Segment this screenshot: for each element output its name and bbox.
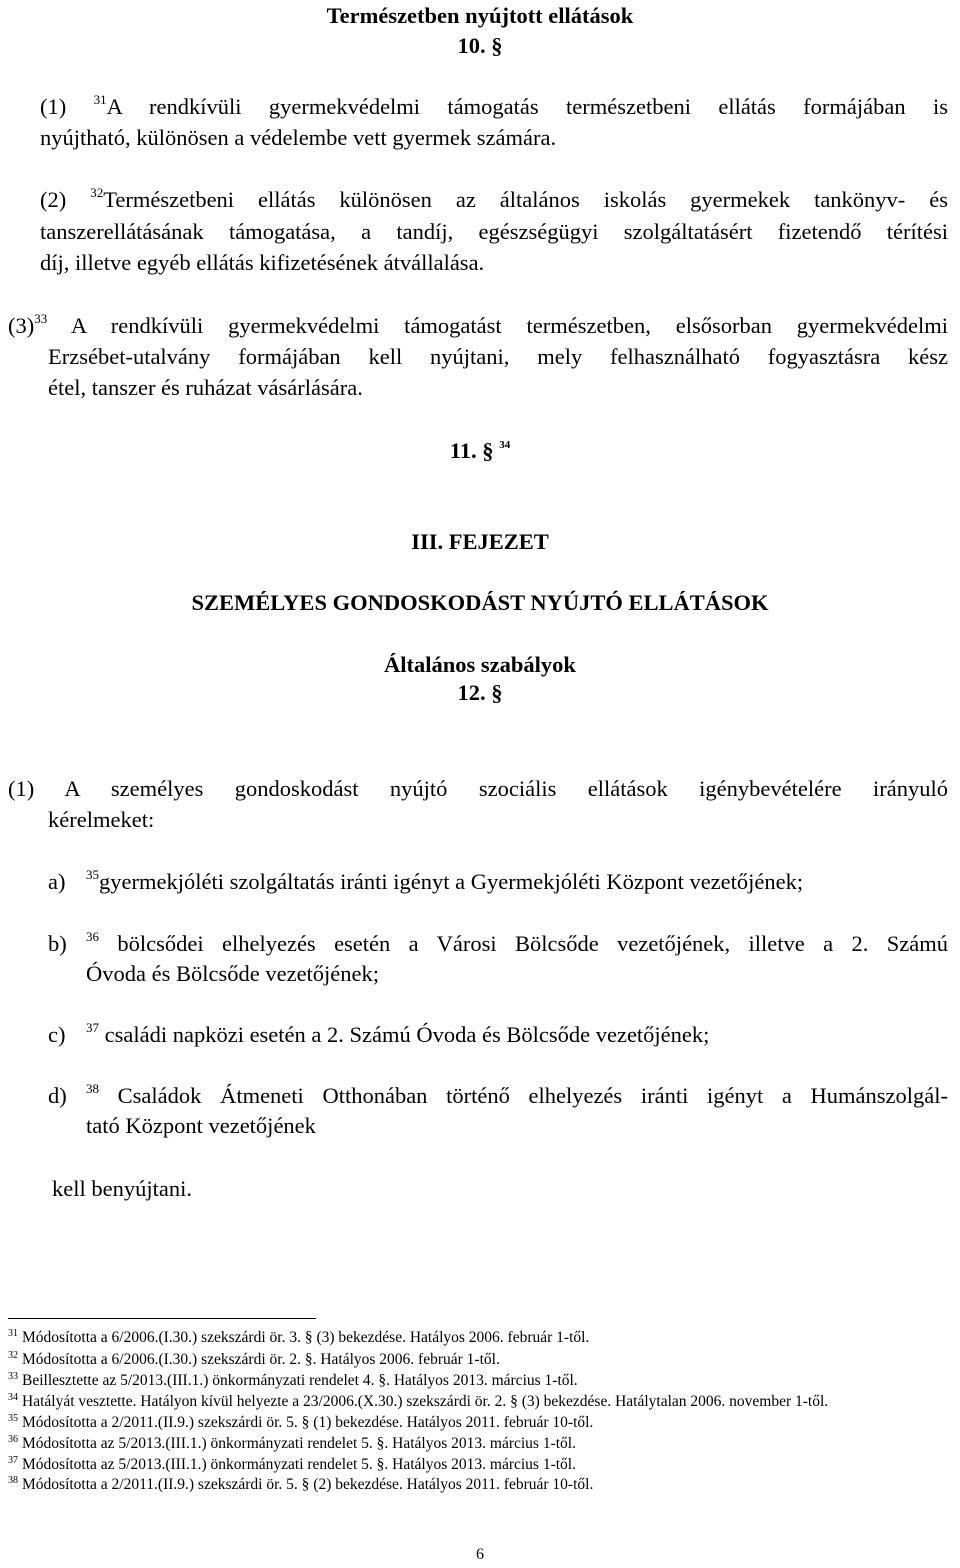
page-number: 6 [476, 1546, 484, 1563]
item-b-line2: Óvoda és Bölcsőde vezetőjének; [86, 961, 380, 986]
s10-p1-line2: nyújtható, különösen a védelembe vett gyermek számára. [40, 125, 557, 150]
footnote-33 [8, 1372, 578, 1392]
footnote-36 [8, 1435, 576, 1455]
section-11-number [0, 435, 960, 471]
footnote-number: 36 [8, 1434, 18, 1445]
footnote-text: Módosította a 6/2006.(I.30.) szekszárdi ör. 2. §. Hatályos 2006. február 1-től. [22, 1351, 500, 1368]
chapter-subtitle: Általános szabályok [384, 652, 576, 677]
footnote-text: Beillesztette az 5/2013.(III.1.) önkormányzati rendelet 4. §. Hatályos 2013. március 1-től. [22, 1372, 578, 1389]
footnote-ref: 34 [499, 439, 511, 451]
footnote-35 [8, 1414, 593, 1434]
footnote-text: Módosította a 6/2006.(I.30.) szekszárdi ör. 3. § (3) bekezdése. Hatályos 2006. február 1-től. [22, 1329, 590, 1346]
footnote-37 [8, 1456, 576, 1476]
footnote-ref: 36 [86, 929, 99, 944]
s12-p1-line1: (1) A személyes gondoskodást nyújtó szociális ellátások igénybevételére irányuló [8, 776, 948, 801]
item-a-text [86, 866, 803, 901]
paragraph-number: (1) [40, 94, 67, 119]
paragraph-text: A rendkívüli gyermekvédelmi támogatás természetbeni ellátás formájában is [106, 94, 949, 119]
s10-p3-line2: Erzsébet-utalvány formájában kell nyújtani, mely felhasználható fogyasztásra kész [48, 344, 948, 369]
paragraph-number: (2) [40, 187, 67, 212]
paragraph-text: Természetbeni ellátás különösen az általános iskolás gyermekek tankönyv- és [103, 187, 948, 212]
footnote-ref: 37 [86, 1020, 99, 1035]
s10-p3-line3: étel, tanszer és ruházat vásárlására. [48, 375, 363, 400]
chapter-title: SZEMÉLYES GONDOSKODÁST NYÚJTÓ ELLÁTÁSOK [191, 590, 769, 615]
footnote-number: 32 [8, 1350, 18, 1361]
item-a-letter: a) [48, 869, 66, 894]
chapter-number: III. FEJEZET [411, 529, 549, 554]
paragraph-number: (3) [8, 313, 35, 338]
footnote-ref: 38 [86, 1081, 99, 1096]
item-d-letter: d) [48, 1083, 67, 1108]
footnote-number: 33 [8, 1371, 18, 1382]
closing-text: kell benyújtani. [52, 1176, 192, 1201]
footnote-ref: 35 [86, 867, 99, 882]
s10-p3-line1 [8, 310, 948, 345]
item-d-line2: tató Központ vezetőjének [86, 1113, 316, 1138]
item-c-letter: c) [48, 1022, 66, 1047]
footnote-number: 37 [8, 1455, 18, 1466]
footnote-text: Módosította a 2/2011.(II.9.) szekszárdi ör. 5. § (1) bekezdése. Hatályos 2011. február 10-től. [22, 1414, 594, 1431]
footnote-number: 34 [8, 1392, 18, 1403]
s12-p1-line2: kérelmeket: [48, 807, 155, 832]
footnote-text: Módosította a 2/2011.(II.9.) szekszárdi ör. 5. § (2) bekezdése. Hatályos 2011. február 10-től. [22, 1476, 594, 1493]
s10-p1-line1 [40, 91, 948, 126]
s10-p2-line2: tanszerellátásának támogatása, a tandíj, egészségügyi szolgáltatásért fizetendő térítési [40, 219, 948, 244]
s10-p2-line1 [40, 184, 948, 219]
paragraph-text: A rendkívüli gyermekvédelmi támogatást természetben, elsősorban gyermekvédelmi [70, 313, 949, 338]
item-text: családi napközi esetén a 2. Számú Óvoda és Bölcsőde vezetőjének; [104, 1022, 710, 1047]
s10-p2-line3: díj, illetve egyéb ellátás kifizetésének átvállalása. [40, 250, 485, 275]
footnote-38 [8, 1476, 593, 1496]
footnote-ref: 31 [93, 92, 107, 107]
footnote-text: Módosította az 5/2013.(III.1.) önkormányzati rendelet 5. §. Hatályos 2013. március 1-től. [22, 1456, 576, 1473]
footnote-number: 31 [8, 1328, 18, 1339]
item-text: bölcsődei elhelyezés esetén a Városi Bölcsőde vezetőjének, illetve a 2. Számú [117, 931, 949, 956]
footnote-separator [8, 1318, 316, 1319]
item-c-text [86, 1019, 709, 1054]
footnote-ref: 33 [34, 311, 48, 326]
footnote-ref: 32 [90, 185, 104, 200]
item-text: gyermekjóléti szolgáltatás iránti igényt a Gyermekjóléti Központ vezetőjének; [99, 869, 804, 894]
item-b-letter: b) [48, 931, 67, 956]
footnote-number: 35 [8, 1413, 18, 1424]
footnote-text: Módosította az 5/2013.(III.1.) önkormányzati rendelet 5. §. Hatályos 2013. március 1-től. [22, 1435, 576, 1452]
footnote-number: 38 [8, 1475, 18, 1486]
section-heading: Természetben nyújtott ellátások [326, 3, 634, 28]
section-10-number: 10. § [457, 33, 503, 58]
footnote-32 [8, 1351, 500, 1371]
item-text: Családok Átmeneti Otthonában történő elhelyezés iránti igényt a Humánszolgál- [117, 1083, 948, 1108]
footnote-31 [8, 1329, 589, 1349]
footnote-34 [8, 1393, 828, 1413]
footnote-text: Hatályát vesztette. Hatályon kívül helyezte a 23/2006.(X.30.) szekszárdi ör. 2. § (3) bekezdése. Hatálytalan 2006. november 1-től. [22, 1393, 829, 1410]
section-label: 11. § [449, 438, 494, 463]
section-12-number: 12. § [457, 680, 503, 705]
